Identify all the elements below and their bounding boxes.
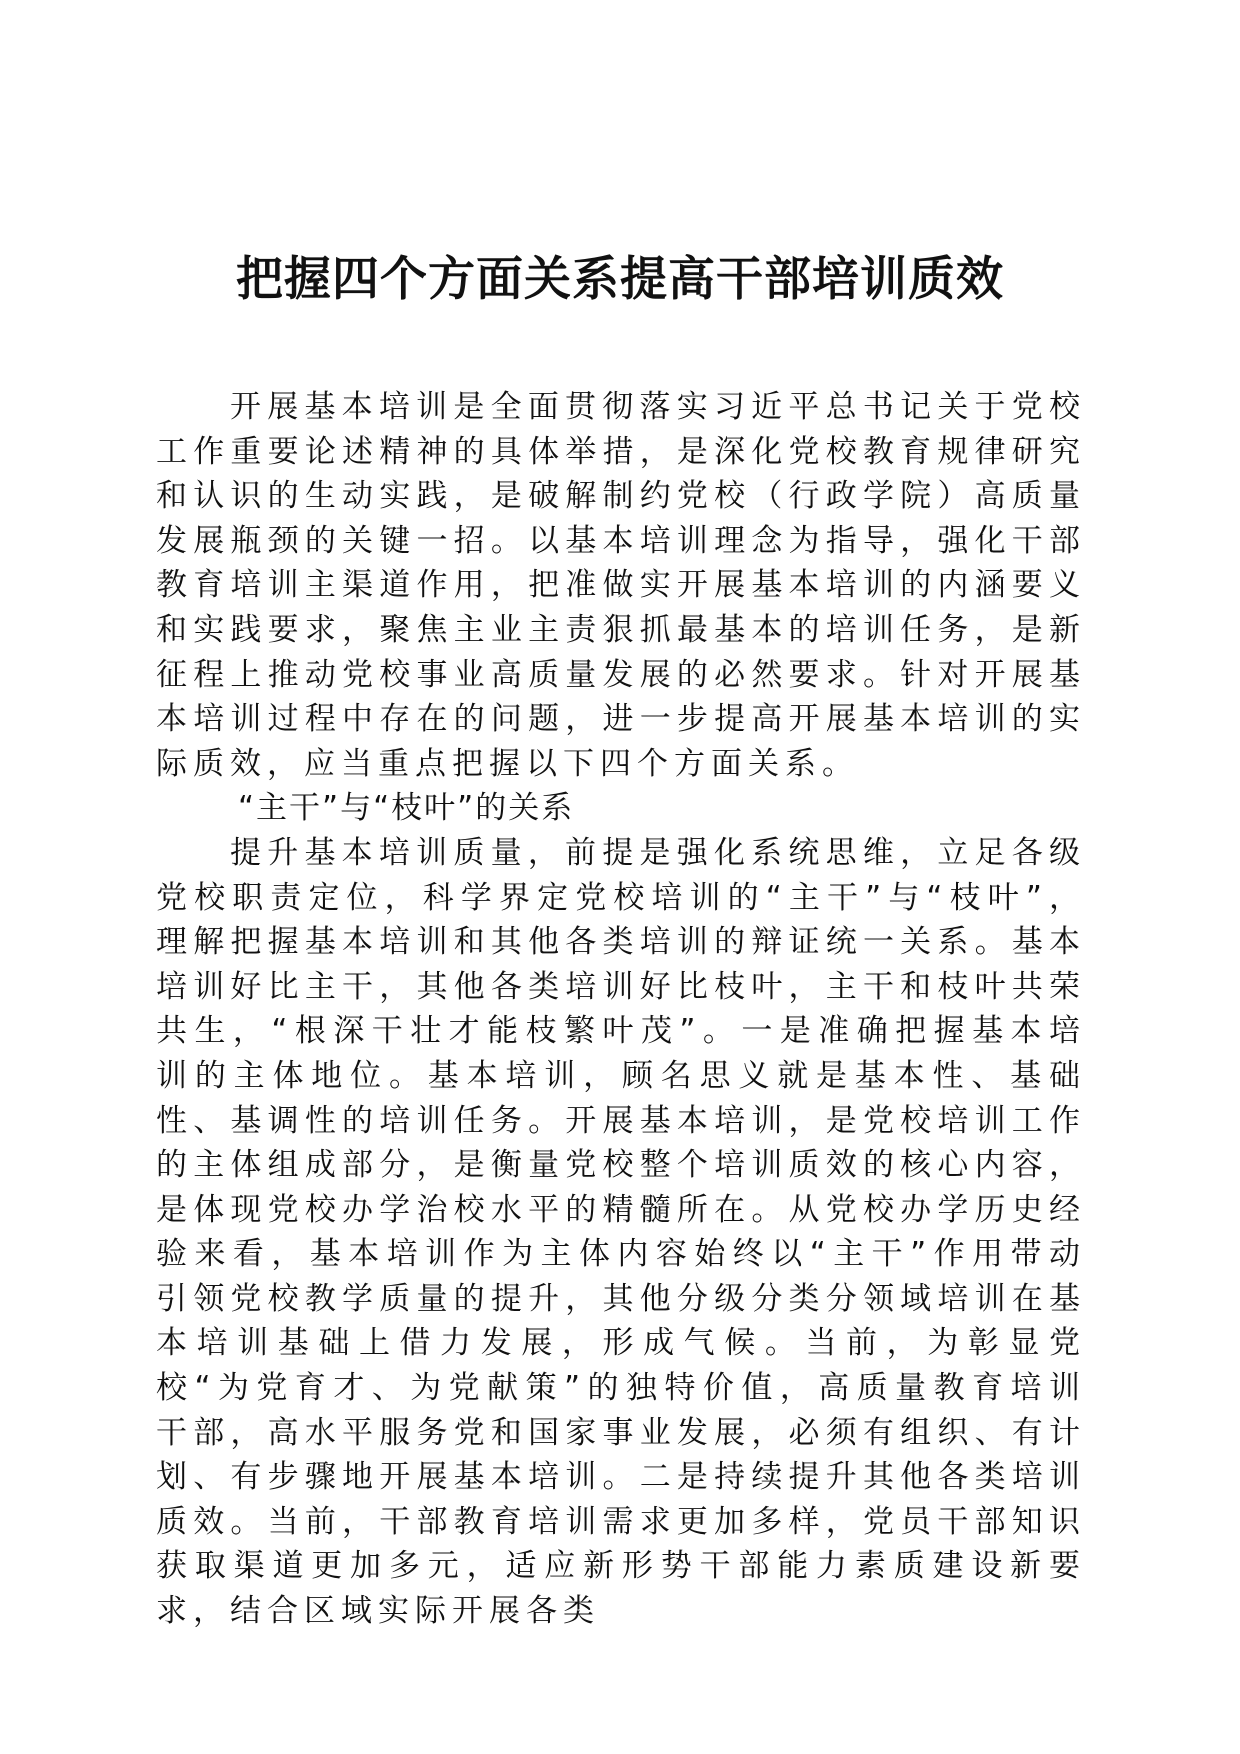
section-heading: “主干”与“枝叶”的关系 bbox=[238, 790, 575, 827]
document-body bbox=[156, 385, 1086, 1634]
intro-paragraph: 开展基本培训是全面贯彻落实习近平总书记关于党校工作重要论述精神的具体举措，是深化党校教育规律研究和认识的生动实践，是破解制约党校（行政学院）高质量发展瓶颈的关键一招。以基本培训理念为指导，强化干部教育培训主渠道作用，把准做实开展基本培训的内涵要义和实践要求，聚焦主业主责狠抓最基本的培训任务，是新征程上推动党校事业高质量发展的必然要求。针对开展基本培训过程中存在的问题，进一步提高开展基本培训的实际质效，应当重点把握以下四个方面关系。 bbox=[156, 389, 1086, 782]
section-paragraph: 提升基本培训质量，前提是强化系统思维，立足各级党校职责定位，科学界定党校培训的“主干”与“枝叶”，理解把握基本培训和其他各类培训的辩证统一关系。基本培训好比主干，其他各类培训好比枝叶，主干和枝叶共荣共生，“根深干壮才能枝繁叶茂”。一是准确把握基本培训的主体地位。基本培训，顾名思义就是基本性、基础性、基调性的培训任务。开展基本培训，是党校培训工作的主体组成部分，是衡量党校整个培训质效的核心内容，是体现党校办学治校水平的精髓所在。从党校办学历史经验来看，基本培训作为主体内容始终以“主干”作用带动引领党校教学质量的提升，其他分级分类分领域培训在基本培训基础上借力发展，形成气候。当前，为彰显党校“为党育才、为党献策”的独特价值，高质量教育培训干部，高水平服务党和国家事业发展，必须有组织、有计划、有步骤地开展基本培训。二是持续提升其他各类培训质效。当前，干部教育培训需求更加多样，党员干部知识获取渠道更加多元，适应新形势干部能力素质建设新要求，结合区域实际开展各类 bbox=[156, 834, 1086, 1630]
document-title: 把握四个方面关系提高干部培训质效 bbox=[236, 252, 1004, 307]
